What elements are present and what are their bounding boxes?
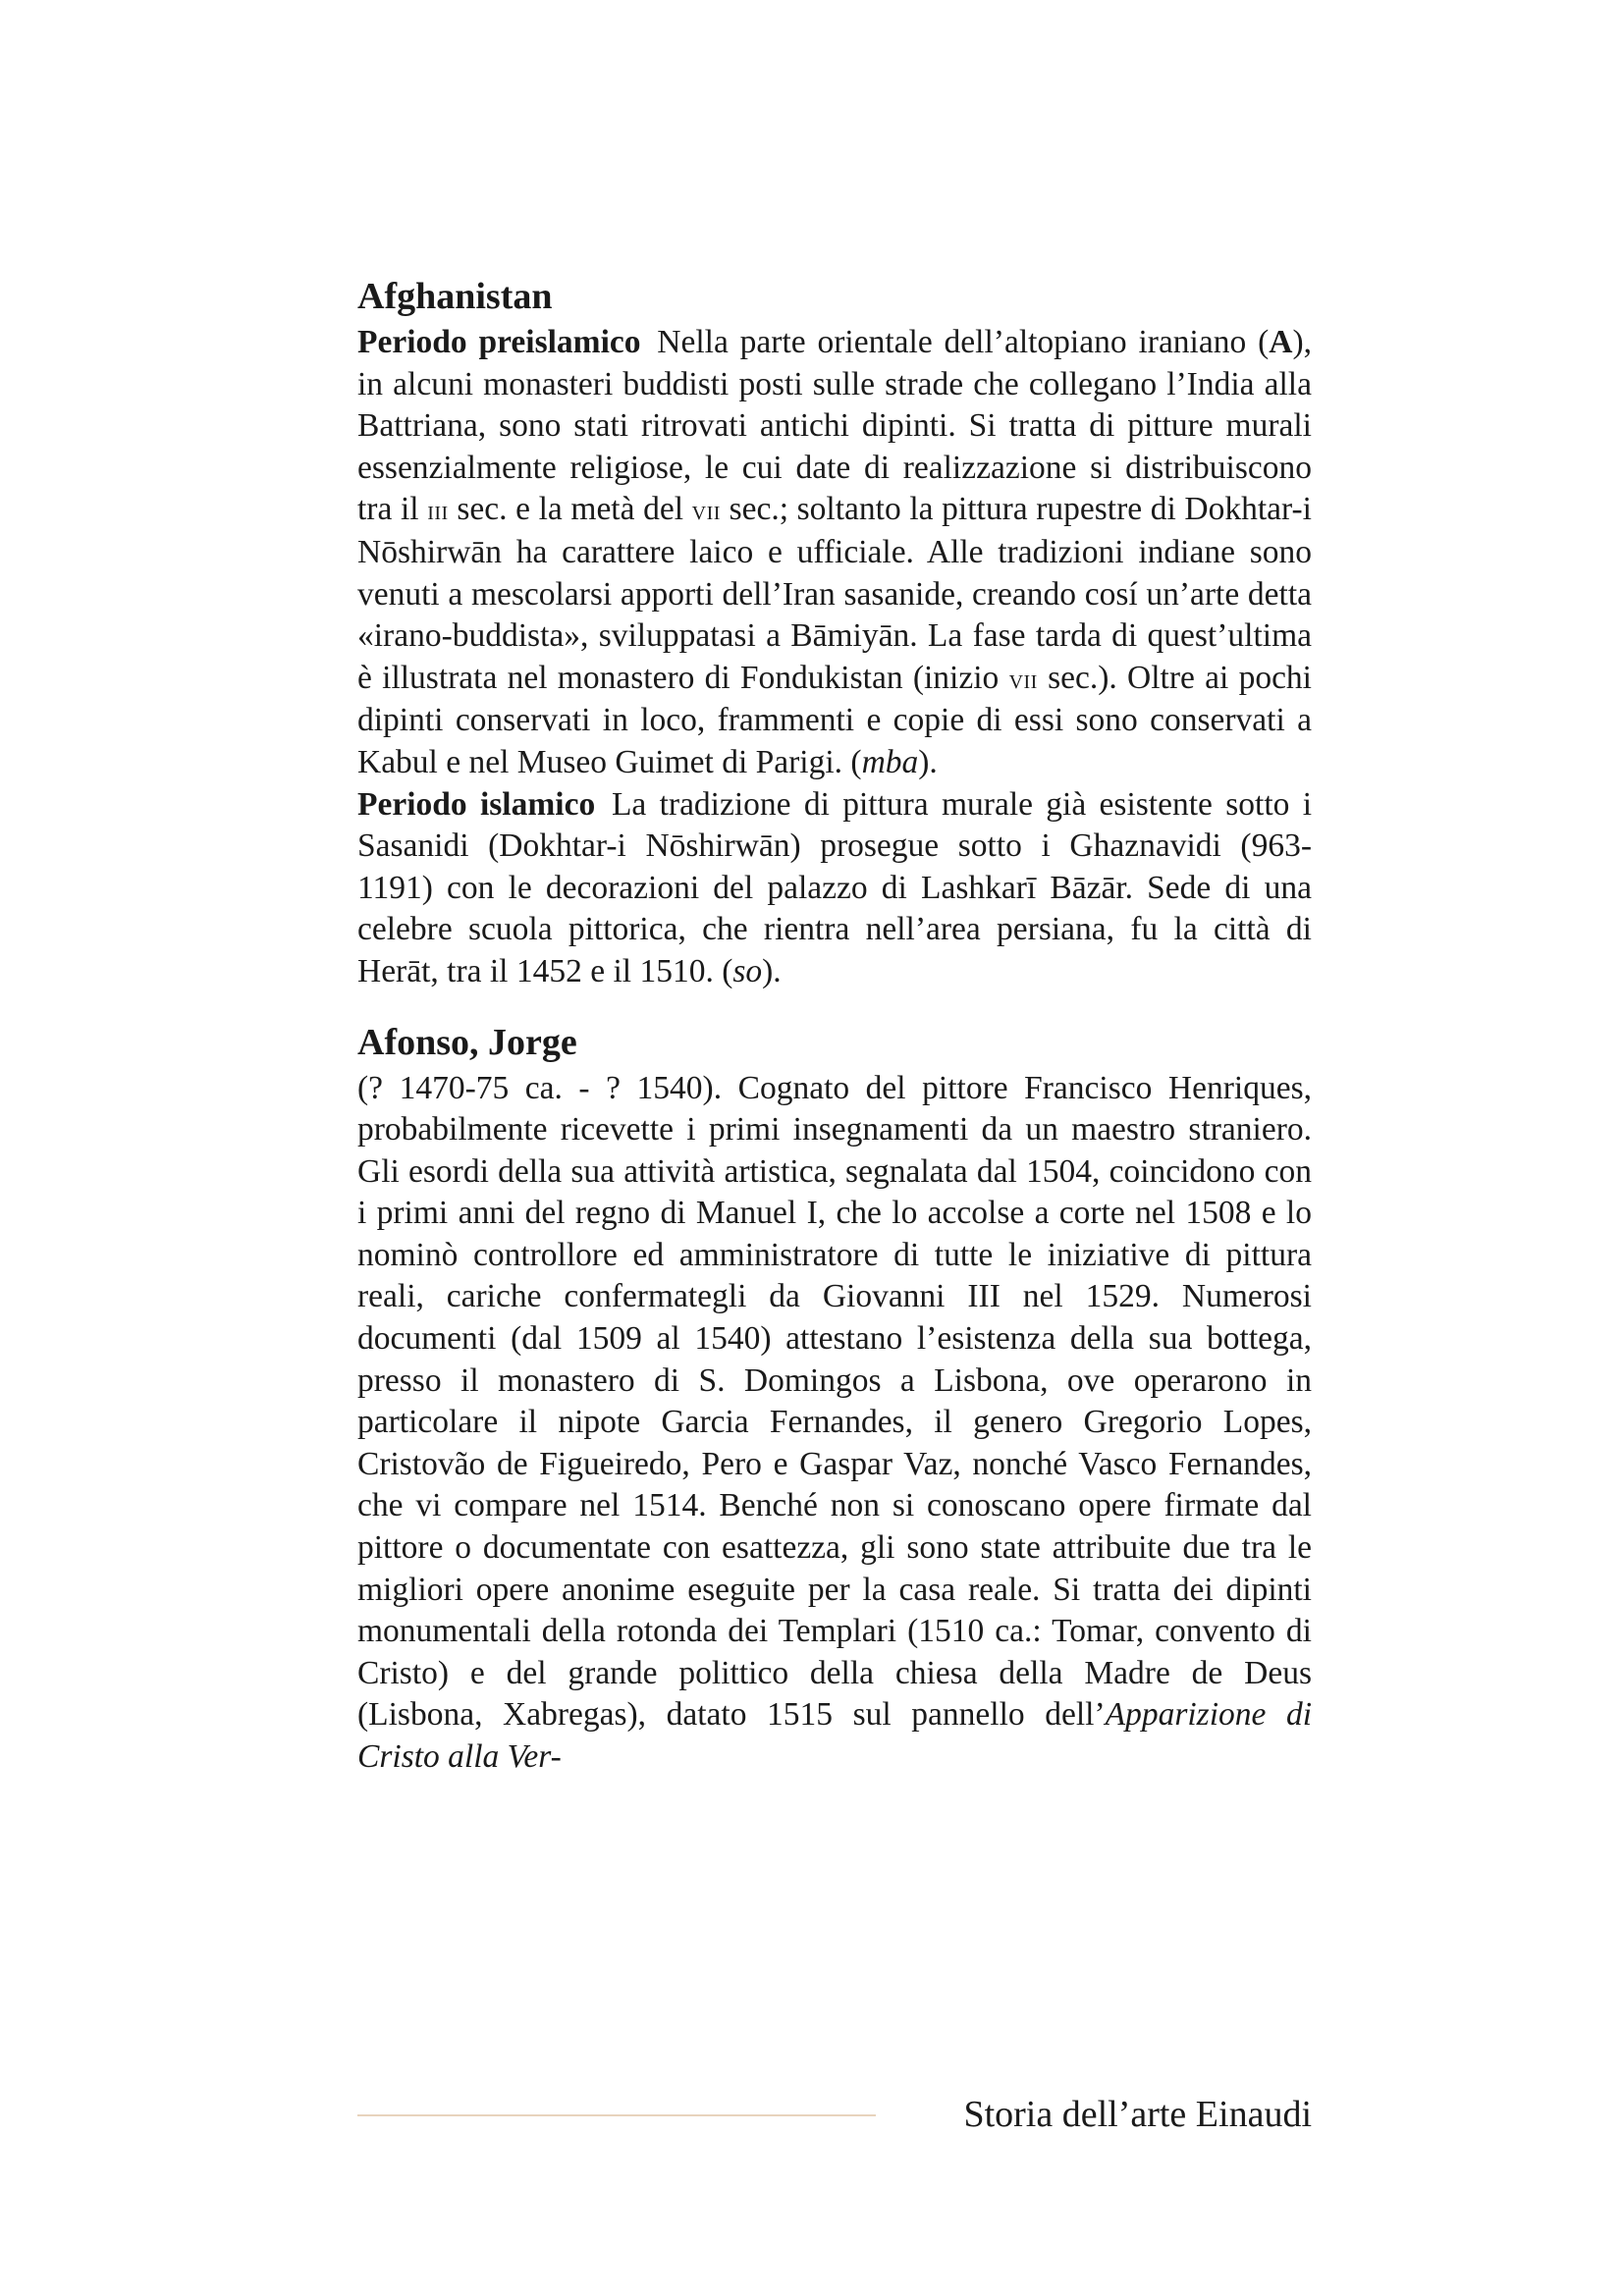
- body-text: sec. e la metà del: [448, 491, 692, 528]
- entry-title: Afghanistan: [357, 276, 553, 317]
- century-numeral: iii: [427, 495, 449, 527]
- entry-title: Afonso, Jorge: [357, 1021, 577, 1063]
- section-lead: Periodo preislamico: [357, 324, 641, 360]
- bold-text: A: [1269, 324, 1293, 360]
- footer-rule: [357, 2114, 876, 2116]
- century-numeral: vii: [691, 495, 721, 527]
- body-text: Nella parte orientale dell’altopiano iraniano (: [657, 324, 1270, 360]
- entry-paragraph: [357, 322, 1312, 784]
- body-text: sec.; soltanto la pittura rupestre di Dokhtar-i Nōshirwān ha carattere laico e ufficiale. Alle tradizioni indiane sono venuti a mescolarsi apporti dell’Iran sasanide, creando cosí un’arte detta «irano-buddista», sviluppatasi a Bāmiyān. La fase tarda di quest’ultima è illustrata nel monastero di Fondukistan (inizio: [357, 491, 1312, 696]
- century-numeral: vii: [1008, 663, 1038, 695]
- section-lead: Periodo islamico: [357, 785, 596, 823]
- body-text: ), in alcuni monasteri buddisti posti sulle strade che collegano l’India alla Battriana, sono stati ritrovati antichi dipinti. Si tratta di pitture murali essenzialmente religiose, le cui date di realizzazione si distribuiscono tra il: [357, 324, 1312, 528]
- italic-text: mba: [861, 743, 919, 780]
- body-text: La tradizione di pittura murale già esistente sotto i Sasanidi (Dokhtar-i Nōshirwān) prosegue sotto i Ghaznavidi (963- 1191) con le decorazioni del palazzo di Lashkarī Bāzār. Sede di una celebre scuola pittorica, che rientra nell’area persiana, fu la città di Herāt, tra il 1452 e il 1510. (: [357, 785, 1312, 989]
- body-text: sec.). Oltre ai pochi dipinti conservati in loco, frammenti e copie di essi sono conservati a Kabul e nel Museo Guimet di Parigi. (: [357, 659, 1312, 780]
- body-text: ).: [762, 952, 782, 989]
- italic-text: Apparizione di Cristo alla Ver-: [357, 1696, 1313, 1775]
- document-page: [357, 273, 1312, 1779]
- footer-publisher: Storia dell’arte Einaudi: [963, 2094, 1312, 2135]
- entry-paragraph: [357, 1068, 1312, 1779]
- entry-paragraph: [357, 784, 1312, 993]
- body-text: (? 1470-75 ca. - ? 1540). Cognato del pittore Francisco Henriques, probabilmente ricevette i primi insegnamenti da un maestro straniero. Gli esordi della sua attività artistica, segnalata dal 1504, coincidono con i primi anni del regno di Manuel I, che lo accolse a corte nel 1508 e lo nominò controllore ed amministratore di tutte le iniziative di pittura reali, cariche confermategli da Giovanni III nel 1529. Numerosi documenti (dal 1509 al 1540) attestano l’esistenza della sua bottega, presso il monastero di S. Domingos a Lisbona, ove operarono in particolare il nipote Garcia Fernandes, il genero Gregorio Lopes, Cristovão de Figueiredo, Pero e Gaspar Vaz, nonché Vasco Fernandes, che vi compare nel 1514. Benché non si conoscano opere firmate dal pittore o documentate con esattezza, gli sono state attribuite due tra le migliori opere anonime eseguite per la casa reale. Si tratta dei dipinti monumentali della rotonda dei Templari (1510 ca.: Tomar, convento di Cristo) e del grande polittico della chiesa della Madre de Deus (Lisbona, Xabregas), datato 1515 sul pannello dell’: [357, 1069, 1312, 1734]
- page-footer: [357, 2091, 1312, 2140]
- body-text: ).: [918, 743, 938, 780]
- italic-text: so: [732, 952, 763, 989]
- entries: [357, 273, 1312, 1779]
